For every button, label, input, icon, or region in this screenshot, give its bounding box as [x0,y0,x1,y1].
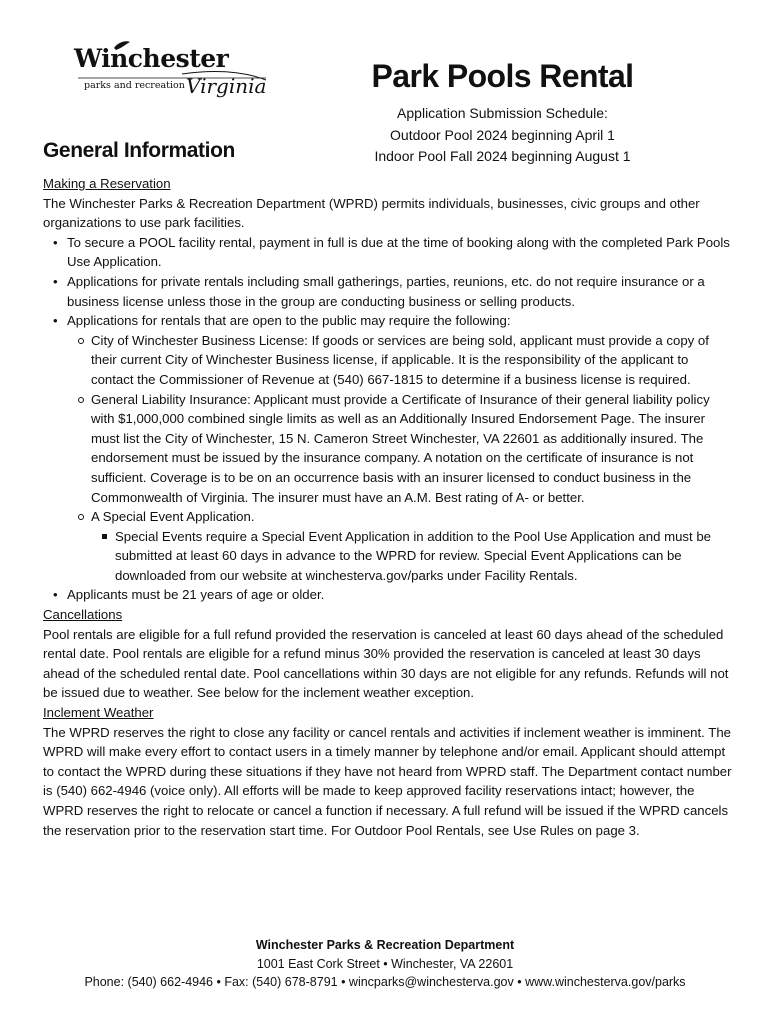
list-item: • To secure a POOL facility rental, payment in full is due at the time of booking along with the completed Park Pools Use Application. [43,233,733,272]
winchester-parks-logo [70,40,270,102]
list-item: Special Events require a Special Event Application in addition to the Pool Use Application and must be submitted at least 60 days in advance to the WPRD for review. Special Event Applications can be downloaded from our website at winchesterva.gov/parks under Facility Rentals. [91,527,733,586]
footer-contact: Phone: (540) 662-4946 • Fax: (540) 678-8791 • wincparks@winchesterva.gov • www.winchesterva.gov/parks [84,975,686,989]
footer-address: 1001 East Cork Street • Winchester, VA 22601 [256,956,514,971]
schedule-heading: Application Submission Schedule: [397,105,608,121]
requirements-sublist [67,331,733,586]
list-item-text: A Special Event Application. [91,509,255,525]
reservation-bullets [43,233,733,605]
list-item [67,507,733,585]
list-item: City of Winchester Business License: If goods or services are being sold, applicant must provide a copy of their current City of Winchester Business license, if applicable. It is the responsibility of the applicant to contact the Commissioner of Revenue at (540) 667-1815 to determine if a business license is required. [67,331,733,390]
logo-subtitle: parks and recreation [84,80,185,91]
list-item [43,311,733,585]
weather-body: The WPRD reserves the right to close any facility or cancel rentals and activities if inclement weather is imminent. The WPRD will make every effort to contact users in a timely manner by telephone and/or email. Applicant should attempt to contact the WPRD during these situations if they have not heard from WPRD staff. The Department contact number is (540) 662-4946 (voice only). All efforts will be made to keep approved facility reservations intact; however, the WPRD reserves the right to relocate or cancel a function if necessary. A full refund will be issued if the WPRD cancels the reservation prior to the reservation start time. For Outdoor Pool Rentals, see Use Rules on page 3. [43,724,732,838]
section-title-general-information: General Information [43,139,235,162]
page-footer [0,936,770,992]
heading-cancellations: Cancellations [43,607,123,623]
list-item: General Liability Insurance: Applicant must provide a Certificate of Insurance of their general liability policy with $1,000,000 combined single limits as well as an Additionally Insured Endorsement Page. The insurer must list the City of Winchester, 15 N. Cameron Street Winchester, VA 22601 as additionally insured. The endorsement must be issued by the insurance company. A notation on the certificate of insurance is not sufficient. Coverage is to be on an occurrence basis with an insurer licensed to conduct business in the Commonwealth of Virginia. The insurer must have an A.M. Best rating of A- or better. [67,390,733,508]
list-item: • Applications for private rentals including small gatherings, parties, reunions, etc. do not require insurance or a business license unless those in the group are conducting business or selling products. [43,272,733,311]
submission-schedule [330,103,675,168]
logo-state: Virginia [186,74,267,98]
logo-wordmark: Winchester [74,44,229,73]
list-item: • Applicants must be 21 years of age or older. [43,585,733,605]
footer-org: Winchester Parks & Recreation Department [255,938,515,952]
heading-inclement-weather: Inclement Weather [43,705,154,721]
list-item-text: Applications for rentals that are open to the public may require the following: [67,313,511,329]
special-event-sublist [91,527,733,586]
schedule-outdoor: Outdoor Pool 2024 beginning April 1 [390,126,615,143]
page-title: Park Pools Rental [371,58,634,94]
heading-making-reservation: Making a Reservation [43,176,171,191]
reservation-intro: The Winchester Parks & Recreation Department (WPRD) permits individuals, businesses, civic groups and other organizations to use park facilities. [43,195,700,231]
schedule-indoor: Indoor Pool Fall 2024 beginning August 1 [374,148,631,164]
cancellations-body: Pool rentals are eligible for a full refund provided the reservation is canceled at least 60 days ahead of the scheduled rental date. Pool rentals are eligible for a refund minus 30% provided the reservation is canceled at least 30 days ahead of the scheduled rental date. Pool cancellations within 30 days are not eligible for any refunds. Refunds will not be issued due to weather. See below for the inclement weather exception. [43,626,729,701]
document-body [43,174,733,840]
